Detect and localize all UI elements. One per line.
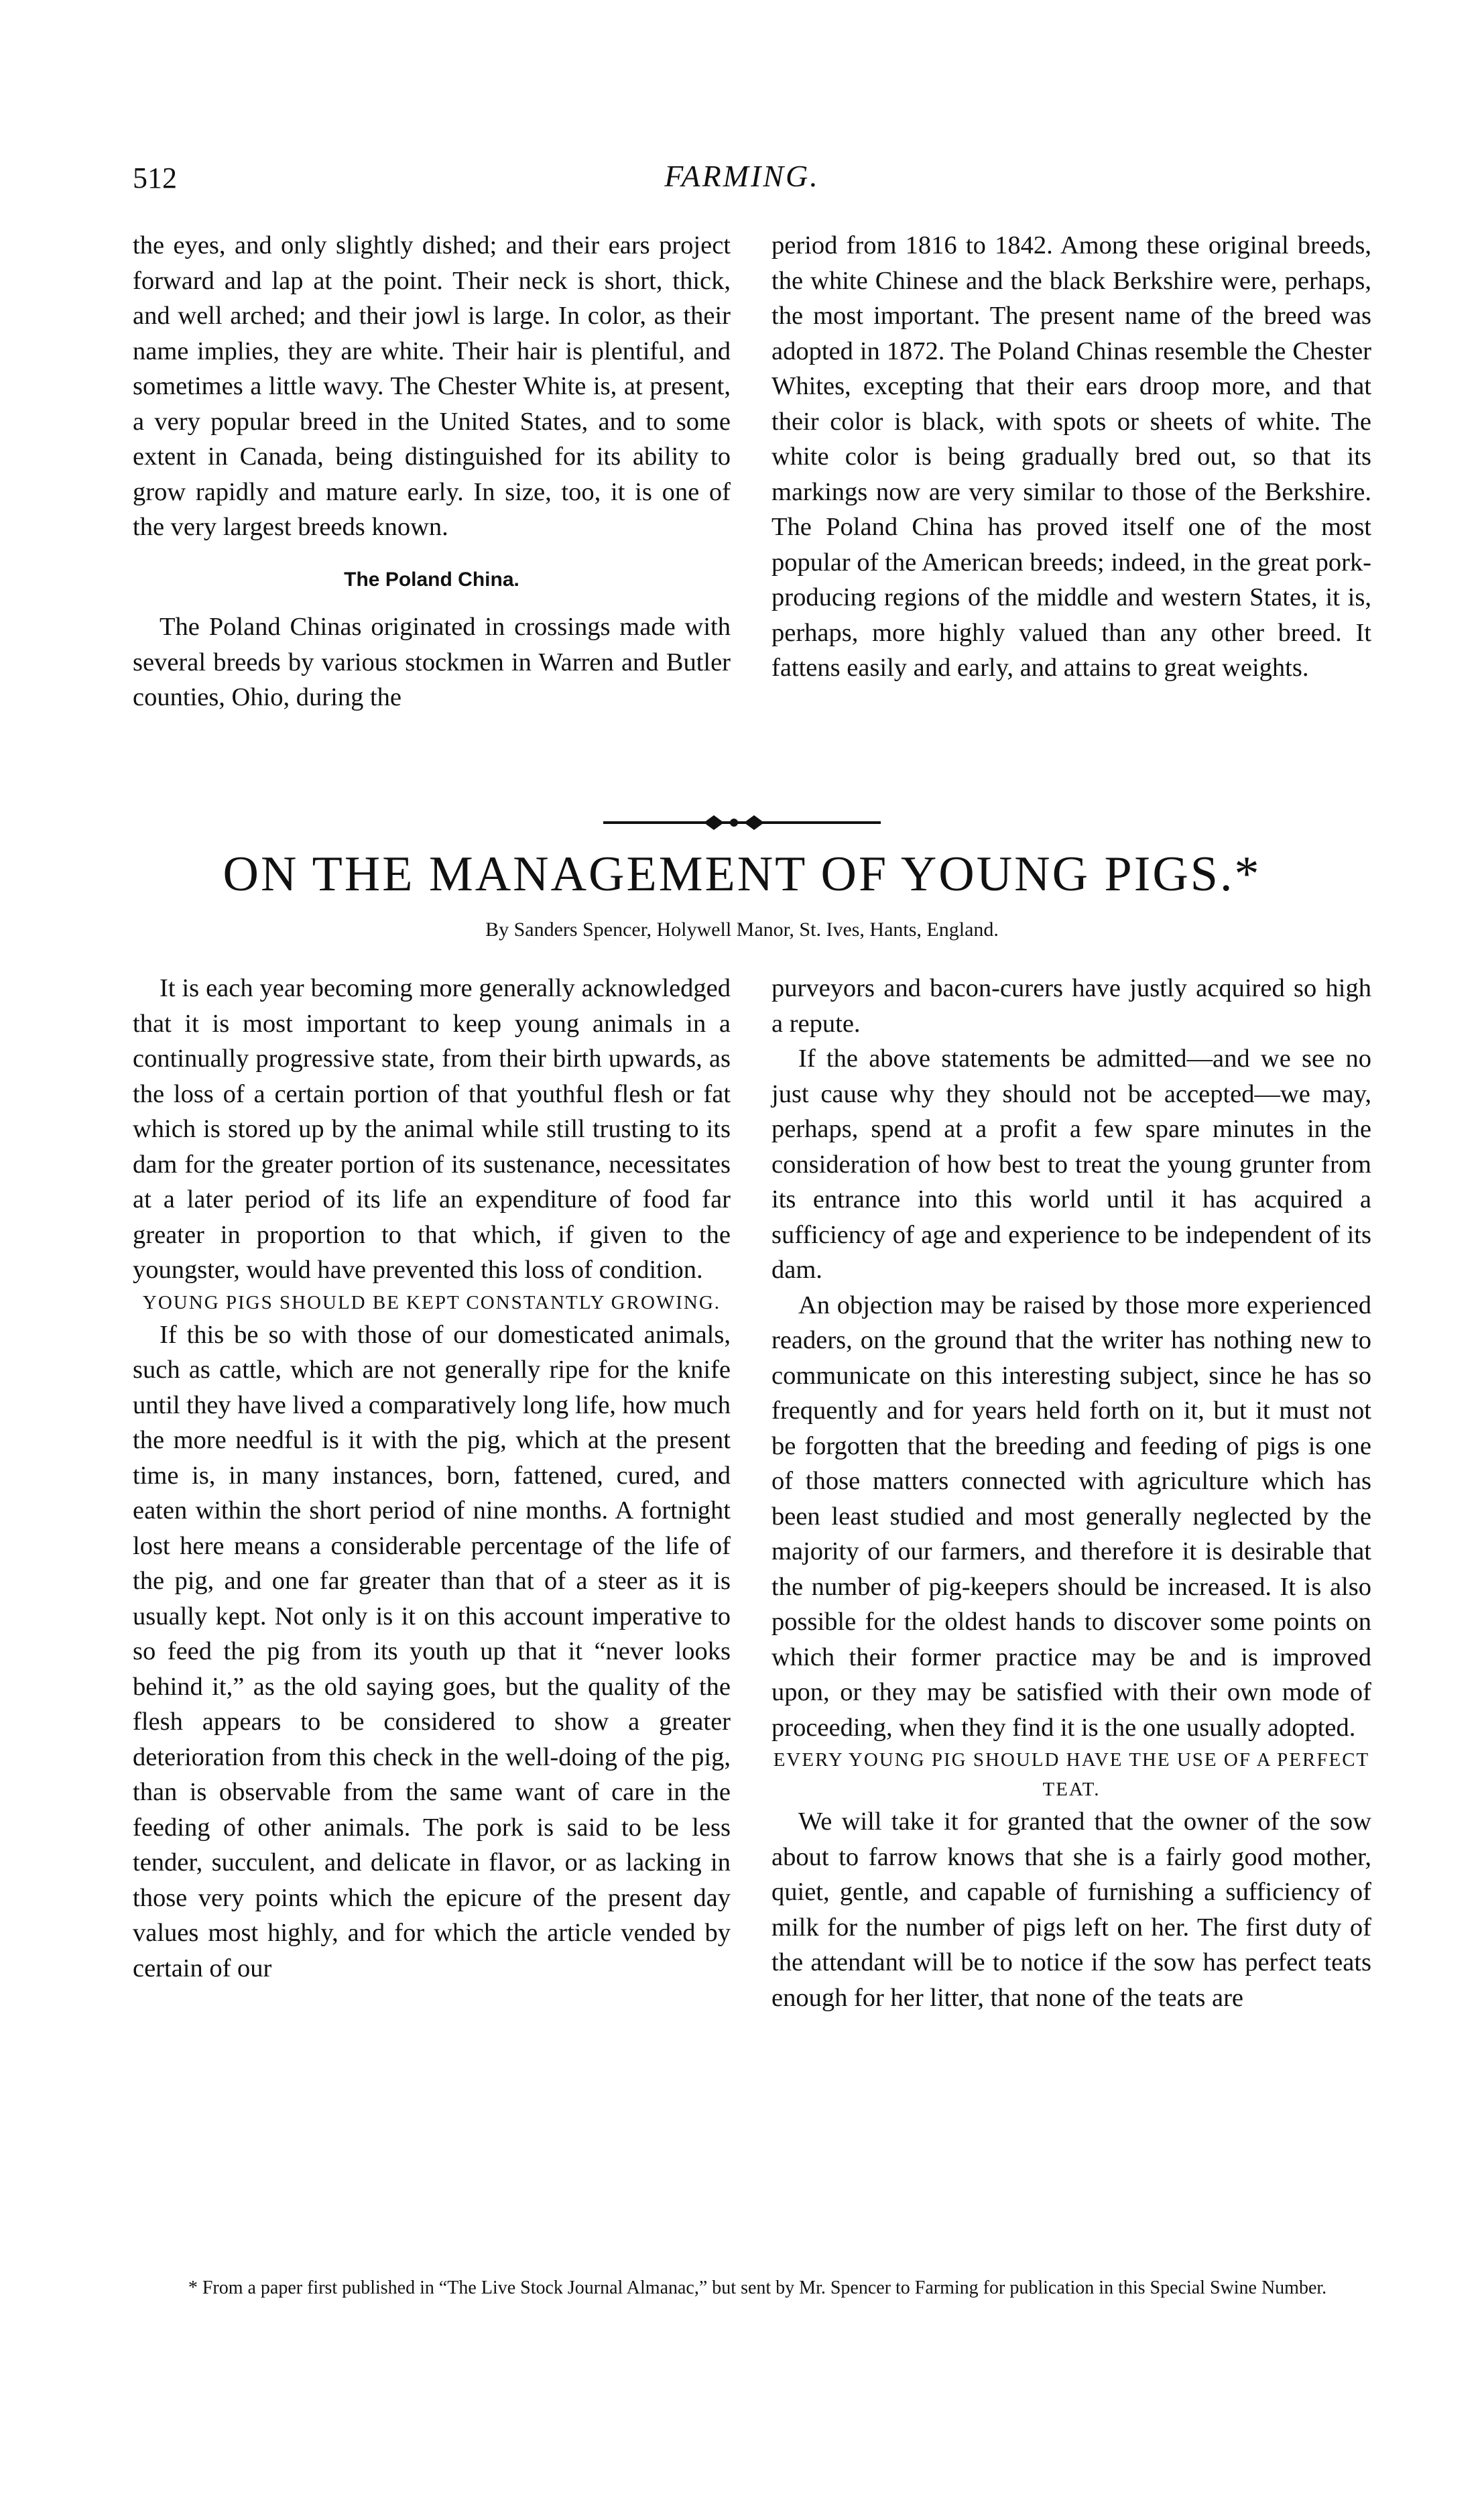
paragraph: An objection may be raised by those more experienced readers, on the ground that the writer has nothing new to communicate on this interesting subject, since he has so frequently and for years held forth on it, but it must not be forgotten that the breeding and feeding of pigs is one of those matters connected with agriculture which has been least studied and most generally neglected by the majority of our farmers, and therefore it is desirable that the number of pig-keepers should be increased. It is also possible for the oldest hands to discover some points on which their former practice may be and is improved upon, or they may be satisfied with their own mode of proceeding, when they find it is the one usually adopted. bbox=[771, 1291, 1371, 1742]
section-heading: YOUNG PIGS SHOULD BE KEPT CONSTANTLY GROWING. bbox=[142, 1291, 721, 1313]
paragraph: period from 1816 to 1842. Among these original breeds, the white Chinese and the black Berkshire were, perhaps, the most important. The present name of the breed was adopted in 1872. The Poland Chinas resemble the Chester Whites, excepting that their ears droop more, and that their color is black, with spots or sheets of white. The white color is being gradually bred out, so that its markings now are very similar to those of the Berkshire. The Poland China has proved itself one of the most popular of the American breeds; indeed, in the great pork-producing regions of the middle and western States, it is, perhaps, more highly valued than any other breed. It fattens easily and early, and attains to great weights. bbox=[771, 231, 1371, 682]
paragraph: If this be so with those of our domesticated animals, such as cattle, which are not generally ripe for the knife until they have lived a comparatively long life, how much the more needful is it with the pig, which at the present time is, in many instances, born, fattened, cured, and eaten within the short period of nine months. A fortnight lost here means a considerable percentage of the life of the pig, and one far greater than that of a steer as it is usually kept. Not only is it on this account imperative to so feed the pig from its youth up that it “never looks behind it,” as the old saying goes, but the quality of the flesh appears to be considered to show a greater deterioration from this check in the well-doing of the pig, than is observable from the same want of care in the feeding of other animals. The pork is said to be less tender, succulent, and delicate in flavor, or as lacking in those very points which the epicure of the present day values most highly, and for which the article vended by certain of our bbox=[133, 1320, 731, 1982]
paragraph: the eyes, and only slightly dished; and their ears project forward and lap at the point. Their neck is short, thick, and well arched; and their jowl is large. In color, as their name implies, they are white. Their hair is plentiful, and sometimes a little wavy. The Chester White is, at present, a very popular breed in the United States, and to some extent in Canada, being distinguished for its ability to grow rapidly and mature early. In size, too, it is one of the very largest breeds known. bbox=[133, 231, 731, 541]
top-left-column bbox=[133, 228, 731, 715]
section-heading: EVERY YOUNG PIG SHOULD HAVE THE USE OF A PERFECT TEAT. bbox=[773, 1749, 1370, 1800]
paragraph: We will take it for granted that the owner of the sow about to farrow knows that she is a fairly good mother, quiet, gentle, and capable of furnishing a sufficiency of milk for the number of pigs left on her. The first duty of the attendant will be to notice if the sow has perfect teats enough for her litter, that none of the teats are bbox=[771, 1807, 1371, 2012]
paragraph: If the above statements be admitted—and we see no just cause why they should not be accepted—we may, perhaps, spend at a profit a few spare minutes in the consideration of how best to treat the young grunter from its entrance into this world until it has acquired a sufficiency of age and experience to be independent of its dam. bbox=[771, 1045, 1371, 1284]
running-title: FARMING. bbox=[664, 159, 820, 193]
paragraph: It is each year becoming more generally acknowledged that it is most important to keep young animals in a continually progressive state, from their birth upwards, as the loss of a certain portion of that youthful flesh or fat which is stored up by the animal while still trusting to its dam for the greater portion of its sustenance, necessitates at a later period of its life an expenditure of food far greater in proportion to that which, if given to the youngster, would have prevented this loss of condition. bbox=[133, 974, 731, 1284]
section-heading: The Poland China. bbox=[344, 568, 519, 591]
paragraph: The Poland Chinas originated in crossings made with several breeds by various stockmen in Warren and Butler counties, Ohio, during the bbox=[133, 613, 731, 711]
article-title: ON THE MANAGEMENT OF YOUNG PIGS.* bbox=[223, 847, 1261, 902]
page-number: 512 bbox=[133, 162, 177, 194]
footnote: * From a paper first published in “The Live Stock Journal Almanac,” but sent by Mr. Spencer to Farming for publication in this Special Swine Number. bbox=[188, 2277, 1327, 2298]
paragraph: purveyors and bacon-curers have justly acquired so high a repute. bbox=[771, 974, 1371, 1038]
article-left-column bbox=[133, 971, 731, 1986]
top-right-column bbox=[771, 228, 1371, 686]
byline: By Sanders Spencer, Holywell Manor, St. Ives, Hants, England. bbox=[485, 918, 999, 941]
article-right-column bbox=[771, 971, 1371, 2015]
ornamental-divider bbox=[603, 813, 881, 833]
